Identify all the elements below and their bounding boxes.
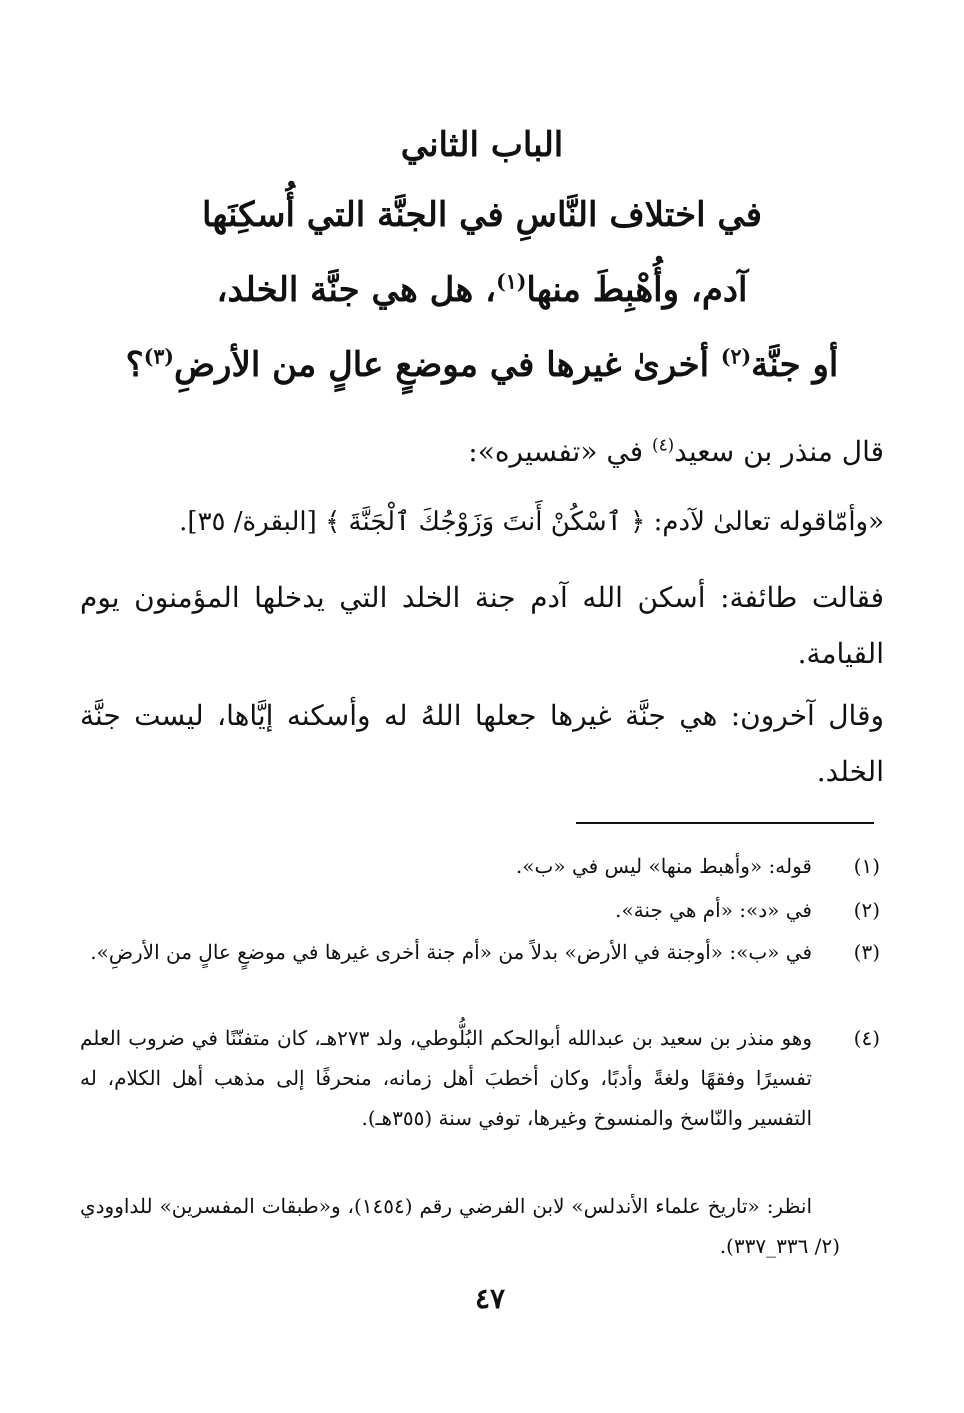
paragraph-quran-quote bbox=[80, 492, 884, 552]
intro-text-b: في «تفسيره»: bbox=[468, 435, 652, 468]
footnote-number: (٤) bbox=[853, 1026, 880, 1050]
footnote-ref-1: (١) bbox=[496, 269, 527, 294]
paragraph-second-opinion: وقال آخرون: هي جنَّة غيرها جعلها اللهُ له وأسكنه إيَّاها، ليست جنَّة الخلد. bbox=[80, 699, 884, 788]
subtitle-line2-text-b: ، هل هي جنَّة الخلد، bbox=[216, 270, 497, 310]
quran-verse: ﴿ ٱسْكُنْ أَنتَ وَزَوْجُكَ ٱلْجَنَّةَ ﴾ bbox=[325, 507, 646, 537]
footnote-ref-3: (٣) bbox=[143, 344, 174, 369]
chapter-title: الباب الثاني bbox=[400, 125, 564, 165]
footnote-ref-2: (٢) bbox=[720, 344, 752, 369]
footnote-3 bbox=[80, 932, 880, 972]
footnote-separator bbox=[576, 822, 874, 824]
paragraph-intro bbox=[80, 422, 884, 482]
footnote-text: في «ب»: «أوجنة في الأرض» بدلاً من «أم جنة أخرى غيرها في موضعٍ عالٍ من الأرضِ». bbox=[90, 940, 812, 964]
footnote-text: قوله: «وأهبط منها» ليس في «ب». bbox=[515, 854, 812, 878]
footnote-1 bbox=[80, 846, 880, 886]
quote-text-a: «وأمّاقوله تعالىٰ لآدم: bbox=[645, 507, 884, 537]
footnote-2 bbox=[80, 890, 880, 930]
chapter-subtitle-line3 bbox=[80, 345, 884, 385]
subtitle-line3-text-c: ؟ bbox=[125, 345, 144, 385]
subtitle-line2-text-a: آدم، وأُهْبِطَ منها bbox=[526, 270, 748, 310]
intro-text-a: قال منذر بن سعيد bbox=[674, 435, 884, 468]
footnote-text: وهو منذر بن سعيد بن عبدالله أبوالحكم البُلُّوطي، ولد ٢٧٣هـ، كان متفنّنًا في ضروب العلم تفسيرًا وفقهًا ولغةً وأدبًا، وكان أخطبَ أهل زمانه، منحرفًا إلى مذهب أهل الكلام، له التفسير والنّاسخ والمنسوخ وغيرها، توفي سنة (٣٥٥هـ). bbox=[80, 1026, 812, 1130]
page-number: ٤٧ bbox=[474, 1282, 506, 1315]
footnote-text: في «د»: «أم هي جنة». bbox=[615, 898, 812, 922]
footnote-4-reference bbox=[80, 1186, 880, 1266]
footnote-number: (٢) bbox=[853, 898, 880, 922]
reference-text: انظر: «تاريخ علماء الأندلس» لابن الفرضي رقم (١٤٥٤)، و«طبقات المفسرين» للداوودي (٢/ ٣٣٦_٣٣٧). bbox=[80, 1194, 840, 1258]
footnote-4 bbox=[80, 1018, 880, 1138]
footnote-ref-4: (٤) bbox=[652, 434, 675, 455]
quote-text-b: [البقرة/ ٣٥]. bbox=[179, 507, 326, 537]
chapter-subtitle-line2 bbox=[80, 270, 884, 310]
paragraph-first-opinion: فقالت طائفة: أسكن الله آدم جنة الخلد التي يدخلها المؤمنون يوم القيامة. bbox=[80, 581, 884, 670]
chapter-subtitle-line1: في اختلاف النَّاسِ في الجنَّة التي أُسكِنَها bbox=[201, 195, 763, 235]
subtitle-line3-text-b: أخرىٰ غيرها في موضعٍ عالٍ من الأرضِ bbox=[173, 345, 721, 385]
footnote-number: (١) bbox=[853, 854, 880, 878]
subtitle-line3-text-a: أو جنَّة bbox=[751, 345, 839, 385]
footnote-number: (٣) bbox=[853, 940, 880, 964]
